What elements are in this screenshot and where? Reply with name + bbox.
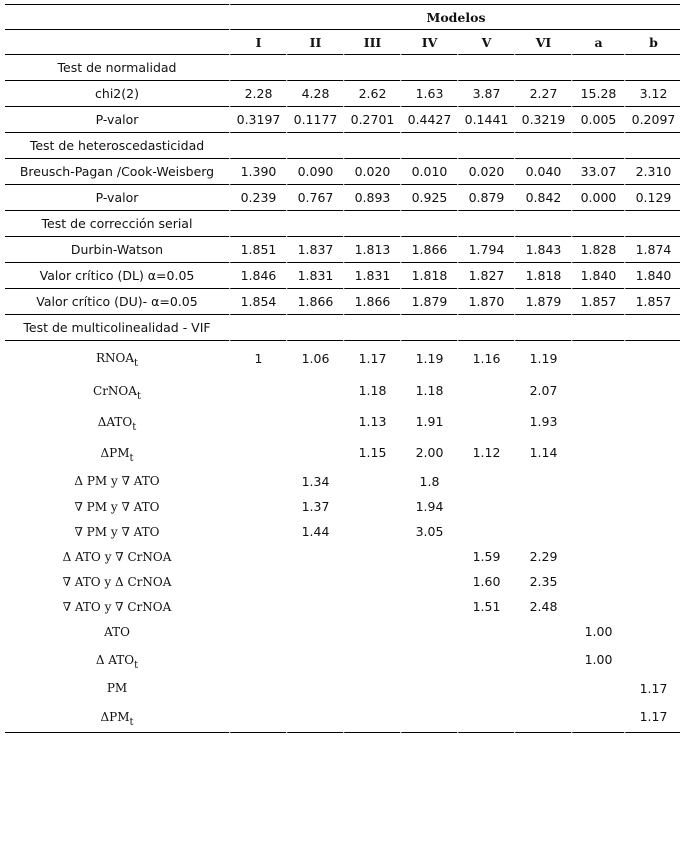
section-serial [5, 211, 680, 237]
cell [457, 701, 514, 733]
cell [514, 619, 571, 644]
cell: 0.925 [400, 185, 457, 211]
cell [457, 644, 514, 675]
column-header-row [5, 30, 680, 55]
cell: 1.794 [457, 237, 514, 263]
cell: 1.866 [286, 289, 343, 315]
cell [514, 701, 571, 733]
cell: 1.846 [229, 263, 286, 289]
vif-label: ∇ PM y ∇ ATO [74, 524, 160, 539]
cell: 2.00 [400, 437, 457, 468]
cell [229, 494, 286, 519]
cell: 1.818 [514, 263, 571, 289]
cell: 1.51 [457, 594, 514, 619]
cell: 2.310 [624, 159, 680, 185]
cell: 1.34 [286, 468, 343, 494]
cell: 1.12 [457, 437, 514, 468]
cell [624, 519, 680, 544]
cell [514, 675, 571, 701]
table-row [5, 107, 680, 133]
cell [571, 675, 624, 701]
cell: 1.59 [457, 544, 514, 569]
cell [400, 569, 457, 594]
vif-label: Δ $ATO_t$ [95, 652, 139, 671]
cell [400, 619, 457, 644]
vif-label: CrNOA$_t$ [93, 383, 141, 402]
vif-row [5, 701, 680, 733]
cell [624, 644, 680, 675]
vif-row [5, 437, 680, 468]
cell: 4.28 [286, 81, 343, 107]
cell [624, 544, 680, 569]
vif-row [5, 675, 680, 701]
cell: 1.13 [343, 406, 400, 437]
cell: 1.19 [514, 341, 571, 375]
vif-row [5, 594, 680, 619]
vif-row [5, 519, 680, 544]
table-row [5, 185, 680, 211]
cell [343, 494, 400, 519]
section-heteroscedasticity [5, 133, 680, 159]
section-normality [5, 55, 680, 81]
cell: 1.18 [343, 375, 400, 406]
vif-label: $RNOA_t$ [95, 351, 139, 369]
cell [229, 519, 286, 544]
cell [400, 594, 457, 619]
cell: 1.879 [514, 289, 571, 315]
cell: 1.63 [400, 81, 457, 107]
cell [571, 494, 624, 519]
cell: 15.28 [571, 81, 624, 107]
vif-row [5, 619, 680, 644]
cell [571, 594, 624, 619]
table-row [5, 289, 680, 315]
cell [624, 375, 680, 406]
cell: 0.040 [514, 159, 571, 185]
cell [229, 675, 286, 701]
group-label: Modelos [229, 4, 680, 30]
cell: 2.35 [514, 569, 571, 594]
row-label: chi2(2) [5, 81, 229, 107]
cell [624, 569, 680, 594]
cell [343, 594, 400, 619]
column-header-a: a [571, 30, 624, 55]
cell: 1.874 [624, 237, 680, 263]
cell [457, 519, 514, 544]
row-label: Durbin-Watson [5, 237, 229, 263]
vif-row [5, 341, 680, 375]
cell: 1.14 [514, 437, 571, 468]
cell: 1.840 [624, 263, 680, 289]
cell: 1.17 [624, 675, 680, 701]
cell [229, 437, 286, 468]
cell: 1.17 [624, 701, 680, 733]
cell [571, 701, 624, 733]
cell: 2.27 [514, 81, 571, 107]
cell: 1.828 [571, 237, 624, 263]
cell [286, 569, 343, 594]
cell [400, 675, 457, 701]
cell [286, 619, 343, 644]
cell [286, 594, 343, 619]
cell [624, 341, 680, 375]
cell [286, 375, 343, 406]
cell: 1.390 [229, 159, 286, 185]
vif-label: ∇ ATO y Δ CrNOA [62, 574, 172, 589]
cell [229, 569, 286, 594]
cell [457, 619, 514, 644]
cell [571, 544, 624, 569]
cell: 1.854 [229, 289, 286, 315]
cell [286, 675, 343, 701]
cell: 1.18 [400, 375, 457, 406]
cell: 0.2701 [343, 107, 400, 133]
cell [229, 644, 286, 675]
cell [343, 644, 400, 675]
cell [571, 569, 624, 594]
cell: 1.00 [571, 619, 624, 644]
cell: 1.91 [400, 406, 457, 437]
cell [457, 675, 514, 701]
cell: 2.28 [229, 81, 286, 107]
cell [514, 644, 571, 675]
vif-label: ATO [104, 624, 130, 639]
cell [229, 544, 286, 569]
column-header-b: b [624, 30, 680, 55]
cell [343, 675, 400, 701]
cell: 1.818 [400, 263, 457, 289]
cell: 0.879 [457, 185, 514, 211]
cell: 1.16 [457, 341, 514, 375]
vif-row [5, 375, 680, 406]
cell: 0.2097 [624, 107, 680, 133]
cell [571, 341, 624, 375]
cell: 1 [229, 341, 286, 375]
cell: 1.8 [400, 468, 457, 494]
cell [343, 701, 400, 733]
cell [229, 468, 286, 494]
cell [514, 519, 571, 544]
cell [624, 437, 680, 468]
column-header-V: V [457, 30, 514, 55]
cell: 1.06 [286, 341, 343, 375]
cell: 3.05 [400, 519, 457, 544]
cell: 0.239 [229, 185, 286, 211]
row-label: Valor crítico (DL) α=0.05 [5, 263, 229, 289]
cell: 1.866 [400, 237, 457, 263]
vif-label: ∇ ATO y ∇ CrNOA [62, 599, 172, 614]
row-label: Valor crítico (DU)- α=0.05 [5, 289, 229, 315]
cell [229, 594, 286, 619]
cell [514, 494, 571, 519]
cell [286, 544, 343, 569]
cell [571, 375, 624, 406]
column-header-II: II [286, 30, 343, 55]
cell [343, 619, 400, 644]
cell: 33.07 [571, 159, 624, 185]
cell: 1.837 [286, 237, 343, 263]
cell: 0.1441 [457, 107, 514, 133]
cell: 1.843 [514, 237, 571, 263]
row-label: P-valor [5, 107, 229, 133]
row-label: Breusch-Pagan /Cook-Weisberg [5, 159, 229, 185]
cell [343, 569, 400, 594]
cell [343, 468, 400, 494]
cell: 1.44 [286, 519, 343, 544]
table-row [5, 237, 680, 263]
cell: 0.893 [343, 185, 400, 211]
section-title: Test de corrección serial [5, 211, 229, 237]
column-header-VI: VI [514, 30, 571, 55]
cell [624, 619, 680, 644]
cell: 1.827 [457, 263, 514, 289]
section-title: Test de heteroscedasticidad [5, 133, 229, 159]
vif-label: PM [106, 681, 128, 695]
cell: 0.010 [400, 159, 457, 185]
column-header-III: III [343, 30, 400, 55]
cell [229, 701, 286, 733]
table-row [5, 263, 680, 289]
cell [571, 437, 624, 468]
cell: 1.831 [343, 263, 400, 289]
group-header-row [5, 4, 680, 30]
cell: 0.1177 [286, 107, 343, 133]
cell: 1.94 [400, 494, 457, 519]
cell: 1.851 [229, 237, 286, 263]
cell: 1.831 [286, 263, 343, 289]
cell [624, 406, 680, 437]
cell: 1.866 [343, 289, 400, 315]
vif-row [5, 468, 680, 494]
vif-row [5, 644, 680, 675]
cell [229, 406, 286, 437]
cell: 1.870 [457, 289, 514, 315]
cell: 2.48 [514, 594, 571, 619]
cell [624, 594, 680, 619]
diagnostics-table [5, 4, 680, 733]
section-title: Test de multicolinealidad - VIF [5, 315, 229, 341]
cell: 0.000 [571, 185, 624, 211]
cell [286, 406, 343, 437]
cell: 0.767 [286, 185, 343, 211]
row-label: P-valor [5, 185, 229, 211]
cell [286, 437, 343, 468]
cell: 1.93 [514, 406, 571, 437]
cell [229, 375, 286, 406]
table-row [5, 159, 680, 185]
cell: 1.17 [343, 341, 400, 375]
cell: 1.19 [400, 341, 457, 375]
cell [286, 644, 343, 675]
cell [571, 468, 624, 494]
cell: 2.07 [514, 375, 571, 406]
cell: 1.879 [400, 289, 457, 315]
cell [457, 406, 514, 437]
cell [571, 406, 624, 437]
cell: 0.4427 [400, 107, 457, 133]
cell: 2.29 [514, 544, 571, 569]
vif-label: Δ PM y ∇ ATO [74, 474, 160, 488]
cell [343, 544, 400, 569]
vif-label: Δ ATO y ∇ CrNOA [62, 549, 172, 564]
cell: 0.020 [457, 159, 514, 185]
vif-label: $\Delta PM_t$ [5, 701, 229, 733]
vif-row [5, 544, 680, 569]
cell: 1.857 [624, 289, 680, 315]
cell: 0.129 [624, 185, 680, 211]
cell: 0.005 [571, 107, 624, 133]
vif-label: $\Delta PM_t$ [100, 445, 134, 464]
table-row [5, 81, 680, 107]
cell [400, 701, 457, 733]
cell [457, 494, 514, 519]
cell [400, 544, 457, 569]
section-vif [5, 315, 680, 341]
vif-label: $\Delta ATO_t$ [97, 414, 137, 433]
column-header-IV: IV [400, 30, 457, 55]
cell: 1.15 [343, 437, 400, 468]
cell [624, 468, 680, 494]
section-title: Test de normalidad [5, 55, 229, 81]
cell: 0.020 [343, 159, 400, 185]
cell [457, 375, 514, 406]
cell: 1.840 [571, 263, 624, 289]
cell [514, 468, 571, 494]
cell: 0.842 [514, 185, 571, 211]
cell [457, 468, 514, 494]
cell: 3.87 [457, 81, 514, 107]
cell [286, 701, 343, 733]
vif-row [5, 569, 680, 594]
cell: 0.3197 [229, 107, 286, 133]
cell: 2.62 [343, 81, 400, 107]
cell: 1.813 [343, 237, 400, 263]
cell [343, 519, 400, 544]
cell [400, 644, 457, 675]
cell: 1.37 [286, 494, 343, 519]
vif-row [5, 406, 680, 437]
cell: 3.12 [624, 81, 680, 107]
cell: 1.60 [457, 569, 514, 594]
cell: 0.3219 [514, 107, 571, 133]
cell: 1.00 [571, 644, 624, 675]
cell [624, 494, 680, 519]
cell [571, 519, 624, 544]
vif-row [5, 494, 680, 519]
cell [229, 619, 286, 644]
cell: 0.090 [286, 159, 343, 185]
vif-label: ∇ PM y ∇ ATO [74, 499, 160, 514]
column-header-I: I [229, 30, 286, 55]
cell: 1.857 [571, 289, 624, 315]
